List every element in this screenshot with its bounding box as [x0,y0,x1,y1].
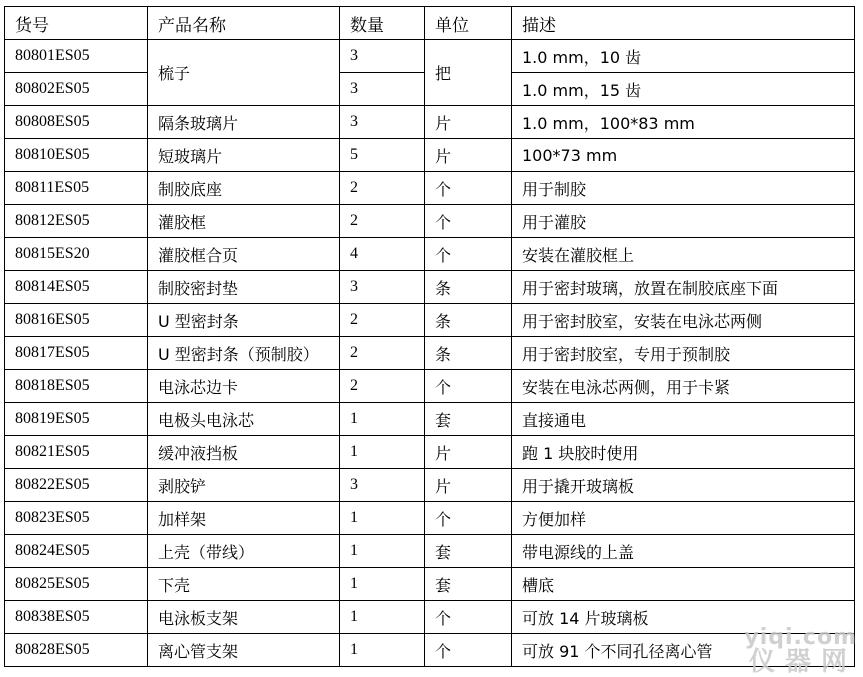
header-description: 描述 [512,7,855,40]
description-cell: 安装在电泳芯两侧，用于卡紧 [512,370,855,403]
item-code-cell: 80815ES20 [5,238,148,271]
table-row [5,370,855,403]
description-cell: 跑 1 块胶时使用 [512,436,855,469]
unit-cell: 片 [425,106,512,139]
quantity-cell: 2 [340,172,425,205]
item-code-cell: 80821ES05 [5,436,148,469]
quantity-cell: 1 [340,436,425,469]
quantity-cell: 2 [340,370,425,403]
product-name-cell: 短玻璃片 [148,139,340,172]
table-row [5,172,855,205]
item-code-cell: 80838ES05 [5,601,148,634]
table-row [5,502,855,535]
product-name-cell: 隔条玻璃片 [148,106,340,139]
watermark-domain: yiqi.com [744,625,857,650]
parts-table [4,6,855,667]
quantity-cell: 3 [340,469,425,502]
item-code-cell: 80822ES05 [5,469,148,502]
table-row [5,469,855,502]
table-row [5,40,855,73]
table-row [5,601,855,634]
product-name-cell: 电泳芯边卡 [148,370,340,403]
unit-cell: 套 [425,403,512,436]
unit-cell: 个 [425,601,512,634]
item-code-cell: 80817ES05 [5,337,148,370]
description-cell: 100*73 mm [512,139,855,172]
description-cell: 1.0 mm，15 齿 [512,73,855,106]
product-name-cell: 梳子 [148,40,340,106]
quantity-cell: 3 [340,271,425,304]
description-cell: 槽底 [512,568,855,601]
unit-cell: 条 [425,337,512,370]
description-cell: 直接通电 [512,403,855,436]
description-cell: 可放 91 个不同孔径离心管 [512,634,855,667]
item-code-cell: 80801ES05 [5,40,148,73]
unit-cell: 片 [425,436,512,469]
table-row [5,106,855,139]
unit-cell: 个 [425,238,512,271]
product-name-cell: 剥胶铲 [148,469,340,502]
quantity-cell: 1 [340,568,425,601]
unit-cell: 套 [425,535,512,568]
table-row [5,238,855,271]
product-name-cell: 离心管支架 [148,634,340,667]
table-row [5,337,855,370]
table-header-row [5,7,855,40]
header-item-code: 货号 [5,7,148,40]
product-name-cell: 加样架 [148,502,340,535]
unit-cell: 个 [425,370,512,403]
description-cell: 可放 14 片玻璃板 [512,601,855,634]
product-name-cell: U 型密封条（预制胶） [148,337,340,370]
unit-cell: 个 [425,205,512,238]
product-name-cell: 制胶底座 [148,172,340,205]
product-name-cell: 下壳 [148,568,340,601]
unit-cell: 个 [425,502,512,535]
quantity-cell: 4 [340,238,425,271]
product-name-cell: 制胶密封垫 [148,271,340,304]
quantity-cell: 1 [340,601,425,634]
product-name-cell: 电泳板支架 [148,601,340,634]
table-row [5,139,855,172]
header-quantity: 数量 [340,7,425,40]
description-cell: 用于密封玻璃，放置在制胶底座下面 [512,271,855,304]
product-name-cell: 灌胶框合页 [148,238,340,271]
table-row [5,436,855,469]
unit-cell: 套 [425,568,512,601]
header-product-name: 产品名称 [148,7,340,40]
table-row [5,568,855,601]
table-row [5,304,855,337]
quantity-cell: 2 [340,304,425,337]
header-unit: 单位 [425,7,512,40]
description-cell: 用于制胶 [512,172,855,205]
quantity-cell: 3 [340,73,425,106]
unit-cell: 片 [425,469,512,502]
description-cell: 用于撬开玻璃板 [512,469,855,502]
item-code-cell: 80802ES05 [5,73,148,106]
quantity-cell: 3 [340,40,425,73]
unit-cell: 条 [425,271,512,304]
table-row [5,271,855,304]
quantity-cell: 1 [340,535,425,568]
item-code-cell: 80818ES05 [5,370,148,403]
unit-cell: 个 [425,172,512,205]
unit-cell: 个 [425,634,512,667]
product-name-cell: 灌胶框 [148,205,340,238]
item-code-cell: 80811ES05 [5,172,148,205]
table-row [5,205,855,238]
watermark-brand: 仪器网 [748,647,857,677]
quantity-cell: 3 [340,106,425,139]
quantity-cell: 1 [340,403,425,436]
item-code-cell: 80825ES05 [5,568,148,601]
item-code-cell: 80812ES05 [5,205,148,238]
quantity-cell: 5 [340,139,425,172]
table-row [5,403,855,436]
quantity-cell: 2 [340,337,425,370]
item-code-cell: 80814ES05 [5,271,148,304]
quantity-cell: 1 [340,634,425,667]
unit-cell: 把 [425,40,512,106]
description-cell: 1.0 mm，10 齿 [512,40,855,73]
description-cell: 用于密封胶室，专用于预制胶 [512,337,855,370]
table-row [5,535,855,568]
description-cell: 1.0 mm，100*83 mm [512,106,855,139]
quantity-cell: 2 [340,205,425,238]
quantity-cell: 1 [340,502,425,535]
product-name-cell: 上壳（带线） [148,535,340,568]
item-code-cell: 80816ES05 [5,304,148,337]
item-code-cell: 80823ES05 [5,502,148,535]
description-cell: 方便加样 [512,502,855,535]
description-cell: 用于灌胶 [512,205,855,238]
unit-cell: 条 [425,304,512,337]
item-code-cell: 80824ES05 [5,535,148,568]
description-cell: 带电源线的上盖 [512,535,855,568]
product-name-cell: U 型密封条 [148,304,340,337]
item-code-cell: 80808ES05 [5,106,148,139]
description-cell: 用于密封胶室，安装在电泳芯两侧 [512,304,855,337]
product-name-cell: 电极头电泳芯 [148,403,340,436]
description-cell: 安装在灌胶框上 [512,238,855,271]
item-code-cell: 80810ES05 [5,139,148,172]
item-code-cell: 80828ES05 [5,634,148,667]
table-row [5,634,855,667]
item-code-cell: 80819ES05 [5,403,148,436]
unit-cell: 片 [425,139,512,172]
product-name-cell: 缓冲液挡板 [148,436,340,469]
